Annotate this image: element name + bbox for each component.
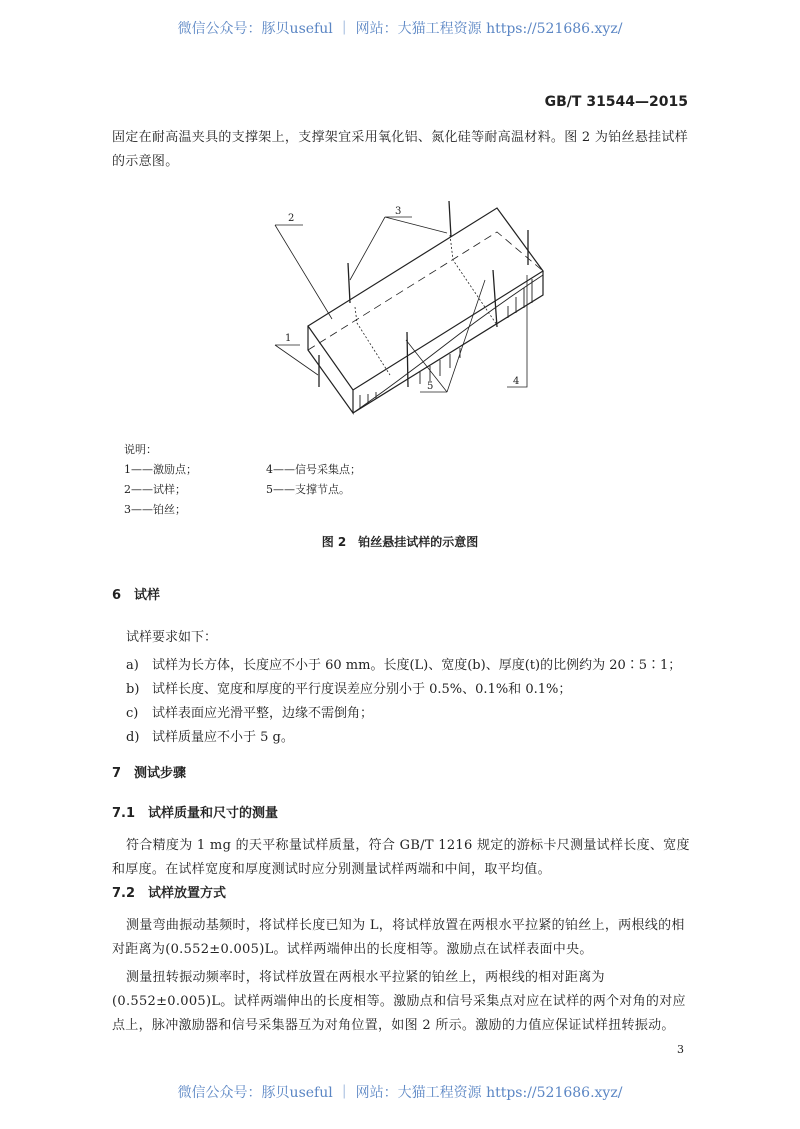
list-text: 试样为长方体，长度应不小于 60 mm。长度(L)、宽度(b)、厚度(t)的比例约为 20∶5∶1； (152, 658, 682, 673)
intro-paragraph: 固定在耐高温夹具的支撑架上，支撑架宜采用氧化铝、氮化硅等耐高温材料。图 2 为铂丝悬挂试样的示意图。 (112, 130, 689, 169)
figure-2-diagram (260, 195, 560, 425)
standard-number: GB/T 31544—2015 (544, 94, 688, 110)
figure-caption: 图 2 铂丝悬挂试样的示意图 (321, 535, 479, 549)
list-marker: a) (126, 658, 139, 673)
legend-item-1: 1——激励点； (124, 463, 197, 476)
label-5: 5 (427, 381, 434, 392)
watermark-top: 微信公众号：豚贝useful ｜ 网站：大猫工程资源 https://521686.xyz/ (177, 21, 623, 37)
section-7-2-para-2: 测量扭转振动频率时，将试样放置在两根水平拉紧的铂丝上，两根线的相对距离为(0.552±0.005)L。试样两端伸出的长度相等。激励点和信号采集点对应在试样的两个对角的对应点上，脉冲激励器和信号采集器互为对角位置，如图 2 所示。激励的力值应保证试样扭转振动。 (112, 970, 686, 1033)
list-item-c (126, 702, 373, 721)
label-4: 4 (513, 376, 520, 387)
label-3: 3 (395, 206, 402, 217)
section-7-1-title: 7.1 试样质量和尺寸的测量 (112, 806, 279, 821)
section-7-2-para-1: 测量弯曲振动基频时，将试样长度已知为 L，将试样放置在两根水平拉紧的铂丝上，两根线的相对距离为(0.552±0.005)L。试样两端伸出的长度相等。激励点在试样表面中央。 (112, 918, 685, 957)
list-marker: d) (126, 730, 140, 745)
legend-item-5: 5——支撑节点。 (266, 483, 350, 496)
watermark-bottom: 微信公众号：豚贝useful ｜ 网站：大猫工程资源 https://521686.xyz/ (177, 1085, 623, 1101)
list-item-d (126, 726, 294, 745)
label-2: 2 (288, 213, 295, 224)
list-item-a (126, 654, 681, 673)
legend-title: 说明： (124, 443, 157, 456)
section-6-lead: 试样要求如下： (126, 630, 218, 645)
section-6-title: 6 试样 (112, 588, 161, 603)
list-text: 试样表面应光滑平整，边缘不需倒角； (152, 706, 374, 721)
section-7-2-title: 7.2 试样放置方式 (112, 886, 227, 901)
legend-item-2: 2——试样； (124, 483, 186, 496)
list-marker: c) (126, 706, 139, 721)
label-1: 1 (285, 333, 292, 344)
list-text: 试样质量应不小于 5 g。 (152, 730, 294, 745)
page-number: 3 (677, 1043, 684, 1056)
list-text: 试样长度、宽度和厚度的平行度误差应分别小于 0.5%、0.1%和 0.1%； (152, 682, 572, 697)
list-marker: b) (126, 682, 140, 697)
legend-item-4: 4——信号采集点； (266, 463, 361, 476)
section-7-1-text: 符合精度为 1 mg 的天平称量试样质量，符合 GB/T 1216 规定的游标卡尺测量试样长度、宽度和厚度。在试样宽度和厚度测试时应分别测量试样两端和中间，取平均值。 (112, 838, 690, 877)
section-7-title: 7 测试步骤 (112, 766, 187, 781)
legend-item-3: 3——铂丝； (124, 503, 186, 516)
list-item-b (126, 678, 571, 697)
